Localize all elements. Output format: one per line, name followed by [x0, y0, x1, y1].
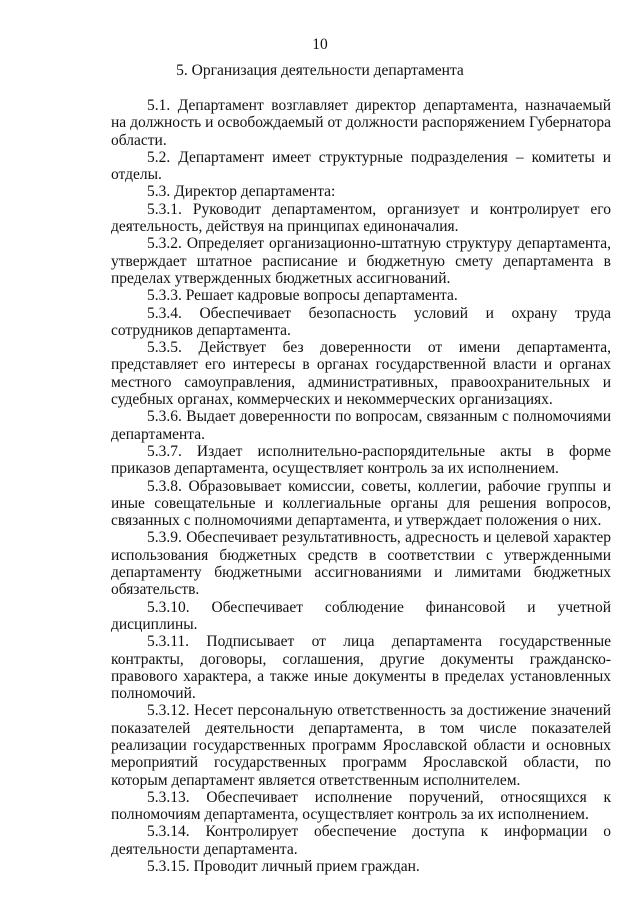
- paragraph-5-3-4: 5.3.4. Обеспечивает безопасность условий и охрану труда сотрудников департамента.: [111, 304, 611, 339]
- paragraph-5-3-13: 5.3.13. Обеспечивает исполнение поручений, относящихся к полномочиям департамента, осуществляет контроль за их исполнением.: [111, 788, 611, 824]
- body-text: [111, 97, 611, 875]
- paragraph-5-3-5: 5.3.5. Действует без доверенности от имени департамента, представляет его интересы в органах государственной власти и органах местного самоуправления, административных, правоохранительных и судебных органах, коммерческих и некоммерческих организациях.: [111, 339, 611, 409]
- paragraph-5-3-11: 5.3.11. Подписывает от лица департамента государственные контракты, договоры, соглашения, другие документы гражданско-правового характера, а также иные документы в пределах установленных полномочий.: [111, 633, 611, 703]
- paragraph-5-3-2: 5.3.2. Определяет организационно-штатную структуру департамента, утверждает штатное расписание и бюджетную смету департамента в пределах утвержденных бюджетных ассигнований.: [111, 235, 611, 287]
- paragraph-5-3-6: 5.3.6. Выдает доверенности по вопросам, связанным с полномочиями департамента.: [111, 408, 611, 443]
- paragraph-5-3-8: 5.3.8. Образовывает комиссии, советы, коллегии, рабочие группы и иные совещательные и коллегиальные органы для решения вопросов, связанных с полномочиями департамента, и утверждает положения о них.: [111, 477, 611, 530]
- page-number: 10: [312, 36, 328, 53]
- paragraph-5-3-10: 5.3.10. Обеспечивает соблюдение финансовой и учетной дисциплины.: [111, 598, 611, 633]
- paragraph-5-3-7: 5.3.7. Издает исполнительно-распорядительные акты в форме приказов департамента, осуществляет контроль за их исполнением.: [111, 442, 611, 478]
- paragraph-5-3: 5.3. Директор департамента:: [147, 183, 336, 201]
- paragraph-5-1: 5.1. Департамент возглавляет директор департамента, назначаемый на должность и освобождаемый от должности распоряжением Губернатора области.: [111, 97, 611, 149]
- paragraph-5-3-14: 5.3.14. Контролирует обеспечение доступа к информации о деятельности департамента.: [111, 823, 611, 858]
- section-title: 5. Организация деятельности департамента: [176, 62, 464, 79]
- paragraph-5-2: 5.2. Департамент имеет структурные подразделения – комитеты и отделы.: [111, 148, 611, 184]
- paragraph-5-3-15: 5.3.15. Проводит личный прием граждан.: [147, 858, 420, 876]
- paragraph-5-3-12: 5.3.12. Несет персональную ответственность за достижение значений показателей деятельности департамента, в том числе показателей реализации государственных программ Ярославской области и основных мероприятий государственных программ Ярославской области, по которым департамент является ответственным исполнителем.: [111, 702, 611, 789]
- paragraph-5-3-3: 5.3.3. Решает кадровые вопросы департамента.: [147, 287, 458, 305]
- paragraph-5-3-9: 5.3.9. Обеспечивает результативность, адресность и целевой характер использования бюджетных средств в соответствии с утвержденными департаменту бюджетными ассигнованиями и лимитами бюджетных обязательств.: [111, 529, 611, 599]
- paragraph-5-3-1: 5.3.1. Руководит департаментом, организует и контролирует его деятельность, действуя на принципах единоначалия.: [111, 200, 611, 236]
